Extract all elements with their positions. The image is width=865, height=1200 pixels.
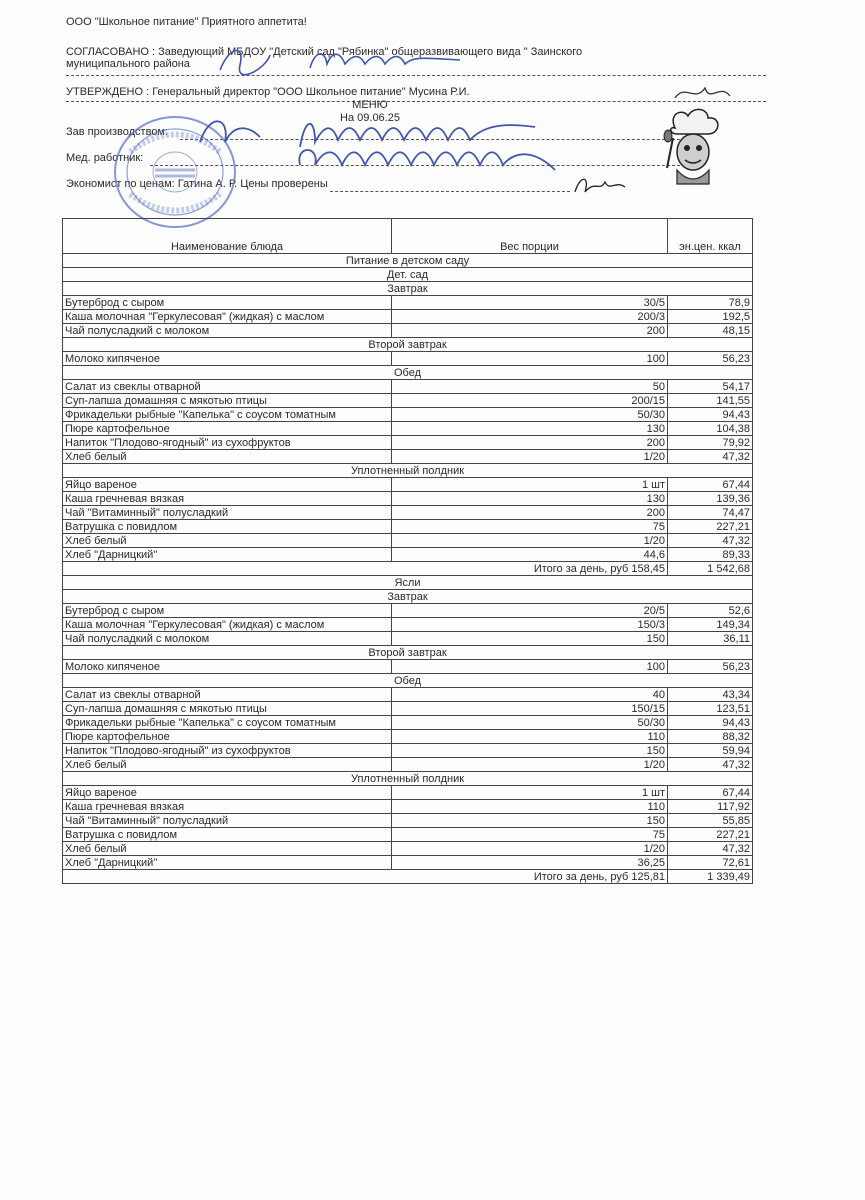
table-row [63, 492, 753, 506]
table-row [63, 688, 753, 702]
table-row [63, 758, 753, 772]
section-title: Второй завтрак [63, 646, 753, 660]
table-row [63, 786, 753, 800]
total-kcal: 1 542,68 [668, 562, 753, 576]
table-row [63, 604, 753, 618]
table-row [63, 436, 753, 450]
section-row [63, 772, 753, 786]
portion-weight: 130 [392, 492, 668, 506]
dish-name: Бутерброд с сыром [63, 296, 392, 310]
signature-icon [570, 172, 630, 200]
kcal-value: 56,23 [668, 352, 753, 366]
section-row [63, 464, 753, 478]
dish-name: Чай полусладкий с молоком [63, 324, 392, 338]
table-header-row [63, 219, 753, 254]
kcal-value: 192,5 [668, 310, 753, 324]
table-row [63, 422, 753, 436]
section-title: Завтрак [63, 590, 753, 604]
table-row [63, 702, 753, 716]
kcal-value: 78,9 [668, 296, 753, 310]
total-row [63, 562, 753, 576]
portion-weight: 200 [392, 506, 668, 520]
table-row [63, 716, 753, 730]
kcal-value: 94,43 [668, 716, 753, 730]
kcal-value: 117,92 [668, 800, 753, 814]
portion-weight: 20/5 [392, 604, 668, 618]
dish-name: Каша гречневая вязкая [63, 800, 392, 814]
table-row [63, 520, 753, 534]
kcal-value: 59,94 [668, 744, 753, 758]
kcal-value: 47,32 [668, 534, 753, 548]
kcal-value: 54,17 [668, 380, 753, 394]
dish-name: Чай полусладкий с молоком [63, 632, 392, 646]
table-row [63, 394, 753, 408]
medic-label: Мед. работник: [66, 152, 144, 164]
portion-weight: 100 [392, 660, 668, 674]
portion-weight: 150 [392, 744, 668, 758]
dish-name: Хлеб белый [63, 450, 392, 464]
section-row [63, 268, 753, 282]
kcal-value: 89,33 [668, 548, 753, 562]
chef-mascot-icon [663, 108, 723, 188]
portion-weight: 1 шт [392, 478, 668, 492]
menu-table-body [63, 219, 753, 884]
portion-weight: 30/5 [392, 296, 668, 310]
dish-name: Чай "Витаминный" полусладкий [63, 506, 392, 520]
portion-weight: 110 [392, 800, 668, 814]
table-row [63, 296, 753, 310]
agreed-line-2: муниципального района [66, 58, 190, 70]
table-row [63, 534, 753, 548]
portion-weight: 150 [392, 814, 668, 828]
portion-weight: 200 [392, 324, 668, 338]
menu-table [62, 218, 753, 884]
portion-weight: 75 [392, 828, 668, 842]
agreed-line-1: СОГЛАСОВАНО : Заведующий МБДОУ "Детский сад "Рябинка" общеразвивающего вида " Заинского [66, 46, 583, 58]
section-title: Дет. сад [63, 268, 753, 282]
company-line: ООО "Школьное питание" Приятного аппетита! [66, 16, 307, 28]
signature-icon [215, 40, 485, 80]
dish-name: Молоко кипяченое [63, 660, 392, 674]
section-title: Уплотненный полдник [63, 464, 753, 478]
section-row [63, 338, 753, 352]
kcal-value: 141,55 [668, 394, 753, 408]
portion-weight: 1 шт [392, 786, 668, 800]
kcal-value: 94,43 [668, 408, 753, 422]
section-row [63, 576, 753, 590]
dish-name: Напиток "Плодово-ягодный" из сухофруктов [63, 436, 392, 450]
section-row [63, 366, 753, 380]
table-row [63, 506, 753, 520]
section-title: Обед [63, 674, 753, 688]
column-header-weight: Вес порции [392, 219, 668, 254]
kcal-value: 104,38 [668, 422, 753, 436]
portion-weight: 40 [392, 688, 668, 702]
portion-weight: 44,6 [392, 548, 668, 562]
kcal-value: 56,23 [668, 660, 753, 674]
dish-name: Яйцо вареное [63, 786, 392, 800]
kcal-value: 79,92 [668, 436, 753, 450]
kcal-value: 227,21 [668, 828, 753, 842]
portion-weight: 150 [392, 632, 668, 646]
table-row [63, 800, 753, 814]
dish-name: Яйцо вареное [63, 478, 392, 492]
table-row [63, 408, 753, 422]
portion-weight: 150/3 [392, 618, 668, 632]
dish-name: Ватрушка с повидлом [63, 828, 392, 842]
section-title: Обед [63, 366, 753, 380]
kcal-value: 139,36 [668, 492, 753, 506]
table-row [63, 352, 753, 366]
portion-weight: 1/20 [392, 842, 668, 856]
section-row [63, 254, 753, 268]
portion-weight: 200/3 [392, 310, 668, 324]
portion-weight: 130 [392, 422, 668, 436]
table-row [63, 744, 753, 758]
section-row [63, 590, 753, 604]
column-header-dish: Наименование блюда [63, 219, 392, 254]
kcal-value: 47,32 [668, 450, 753, 464]
dish-name: Хлеб белый [63, 534, 392, 548]
table-row [63, 548, 753, 562]
table-row [63, 814, 753, 828]
dish-name: Фрикадельки рыбные "Капелька" с соусом томатным [63, 408, 392, 422]
portion-weight: 1/20 [392, 758, 668, 772]
table-row [63, 730, 753, 744]
kcal-value: 123,51 [668, 702, 753, 716]
table-row [63, 380, 753, 394]
dish-name: Хлеб "Дарницкий" [63, 856, 392, 870]
dish-name: Фрикадельки рыбные "Капелька" с соусом томатным [63, 716, 392, 730]
dish-name: Хлеб белый [63, 758, 392, 772]
portion-weight: 150/15 [392, 702, 668, 716]
dish-name: Каша молочная "Геркулесовая" (жидкая) с маслом [63, 310, 392, 324]
kcal-value: 43,34 [668, 688, 753, 702]
portion-weight: 50/30 [392, 716, 668, 730]
table-row [63, 856, 753, 870]
table-row [63, 632, 753, 646]
dish-name: Пюре картофельное [63, 422, 392, 436]
dish-name: Каша гречневая вязкая [63, 492, 392, 506]
table-row [63, 310, 753, 324]
production-head-label: Зав производством: [66, 126, 169, 138]
column-header-kcal: эн.цен. ккал [668, 219, 753, 254]
portion-weight: 110 [392, 730, 668, 744]
table-row [63, 450, 753, 464]
dish-name: Бутерброд с сыром [63, 604, 392, 618]
dish-name: Хлеб "Дарницкий" [63, 548, 392, 562]
kcal-value: 88,32 [668, 730, 753, 744]
portion-weight: 100 [392, 352, 668, 366]
total-kcal: 1 339,49 [668, 870, 753, 884]
section-row [63, 646, 753, 660]
dish-name: Каша молочная "Геркулесовая" (жидкая) с маслом [63, 618, 392, 632]
dish-name: Пюре картофельное [63, 730, 392, 744]
menu-title: МЕНЮ [352, 99, 388, 111]
kcal-value: 47,32 [668, 758, 753, 772]
dish-name: Суп-лапша домашняя с мякотью птицы [63, 702, 392, 716]
kcal-value: 67,44 [668, 478, 753, 492]
total-label: Итого за день, руб 158,45 [63, 562, 668, 576]
section-row [63, 674, 753, 688]
dish-name: Хлеб белый [63, 842, 392, 856]
portion-weight: 200/15 [392, 394, 668, 408]
dish-name: Молоко кипяченое [63, 352, 392, 366]
section-title: Питание в детском саду [63, 254, 753, 268]
kcal-value: 55,85 [668, 814, 753, 828]
table-row [63, 324, 753, 338]
table-row [63, 618, 753, 632]
portion-weight: 200 [392, 436, 668, 450]
portion-weight: 1/20 [392, 534, 668, 548]
section-title: Второй завтрак [63, 338, 753, 352]
portion-weight: 75 [392, 520, 668, 534]
kcal-value: 149,34 [668, 618, 753, 632]
kcal-value: 47,32 [668, 842, 753, 856]
dotted-line [330, 191, 570, 192]
portion-weight: 50/30 [392, 408, 668, 422]
kcal-value: 72,61 [668, 856, 753, 870]
table-row [63, 842, 753, 856]
section-title: Завтрак [63, 282, 753, 296]
kcal-value: 74,47 [668, 506, 753, 520]
kcal-value: 67,44 [668, 786, 753, 800]
dish-name: Чай "Витаминный" полусладкий [63, 814, 392, 828]
section-title: Ясли [63, 576, 753, 590]
approved-line: УТВЕРЖДЕНО : Генеральный директор "ООО Школьное питание" Мусина Р.И. [66, 86, 470, 98]
portion-weight: 36,25 [392, 856, 668, 870]
menu-date: На 09.06.25 [340, 112, 400, 124]
portion-weight: 50 [392, 380, 668, 394]
total-row [63, 870, 753, 884]
dotted-line [66, 101, 766, 102]
kcal-value: 227,21 [668, 520, 753, 534]
table-row [63, 660, 753, 674]
table-row [63, 478, 753, 492]
section-row [63, 282, 753, 296]
signature-icon [290, 140, 570, 180]
table-row [63, 828, 753, 842]
portion-weight: 1/20 [392, 450, 668, 464]
dish-name: Салат из свеклы отварной [63, 688, 392, 702]
kcal-value: 48,15 [668, 324, 753, 338]
dish-name: Суп-лапша домашняя с мякотью птицы [63, 394, 392, 408]
dish-name: Ватрушка с повидлом [63, 520, 392, 534]
section-title: Уплотненный полдник [63, 772, 753, 786]
kcal-value: 52,6 [668, 604, 753, 618]
signature-icon [670, 78, 750, 108]
dish-name: Салат из свеклы отварной [63, 380, 392, 394]
dish-name: Напиток "Плодово-ягодный" из сухофруктов [63, 744, 392, 758]
economist-line: Экономист по ценам: Гатина А. Р. Цены проверены [66, 178, 328, 190]
total-label: Итого за день, руб 125,81 [63, 870, 668, 884]
kcal-value: 36,11 [668, 632, 753, 646]
